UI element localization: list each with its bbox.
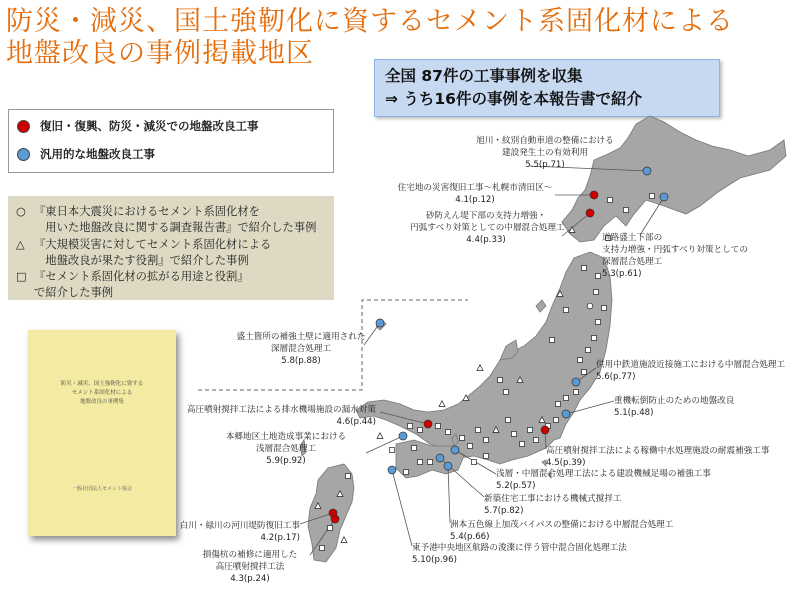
square-marker-icon xyxy=(468,444,473,449)
square-marker-icon xyxy=(412,446,417,451)
case-marker-c2 xyxy=(590,191,598,199)
sado-island-shape xyxy=(536,300,546,312)
reference-circle-text: 『東日本大震災におけるセメント系固化材を 用いた地盤改良に関する調査報告書』で紹介した事例 xyxy=(34,205,317,234)
square-marker-icon xyxy=(554,418,559,423)
case-label-c13: 洲本五色線上加茂バイパスの整備における中層混合処理工 5.4(p.66) xyxy=(450,520,674,542)
case-label-c5: 盛土箇所の補強土壁に適用された 深層混合処理工 5.8(p.88) xyxy=(236,332,366,366)
square-marker-icon xyxy=(504,390,509,395)
square-marker-icon xyxy=(320,546,325,551)
case-label-c9: 本郷地区土地造成事業における 浅層混合処理工 5.9(p.92) xyxy=(225,432,347,466)
summary-line-2: ⇒ うち16件の事例を本報告書で紹介 xyxy=(385,90,642,108)
square-marker-icon xyxy=(484,454,489,459)
square-marker-icon xyxy=(476,428,481,433)
square-marker-icon xyxy=(408,424,413,429)
case-label-c4: 道路盛土下部の 支持力増強・円弧すべり対策としての 深層混合処理工 5.3(p.61) xyxy=(602,233,748,279)
case-marker-c11 xyxy=(451,446,459,454)
case-marker-c8 xyxy=(424,420,432,428)
case-marker-c9 xyxy=(399,432,407,440)
square-marker-icon xyxy=(592,336,597,341)
case-label-c6: 供用中鉄道施設近接施工における中層混合処理工 5.6(p.77) xyxy=(596,360,786,382)
case-marker-c10 xyxy=(541,426,549,434)
case-marker-c6 xyxy=(572,378,580,386)
case-marker-c1 xyxy=(643,167,651,175)
case-label-c15: 白川・緑川の河川堤防復旧工事 4.2(p.17) xyxy=(179,521,300,543)
square-marker-icon xyxy=(506,418,511,423)
square-marker-icon xyxy=(460,436,465,441)
square-marker-icon xyxy=(564,308,569,313)
case-marker-c4 xyxy=(660,193,668,201)
triangle-marker-icon xyxy=(377,433,383,439)
case-marker-c7 xyxy=(562,410,570,418)
honshu-shape xyxy=(356,252,612,464)
open-triangle-icon: △ xyxy=(16,238,25,251)
square-marker-icon xyxy=(594,290,599,295)
square-marker-icon xyxy=(556,402,561,407)
title-line-2: 地盤改良の事例掲載地区 xyxy=(6,38,314,69)
triangle-marker-icon xyxy=(341,537,347,543)
square-marker-icon xyxy=(418,428,423,433)
reference-triangle-text: 『大規模災害に対してセメント系固化材による 地盤改良が果たす役割』で紹介した事例 xyxy=(34,238,272,267)
square-marker-icon xyxy=(586,348,591,353)
square-marker-icon xyxy=(602,306,607,311)
leader-line-c14 xyxy=(392,470,412,546)
case-label-c16: 損傷杭の補修に適用した 高圧噴射撹拌工法 4.3(p.24) xyxy=(202,550,298,584)
case-label-c11: 浅層・中層混合処理工法による建設機械足場の補強工事 5.2(p.57) xyxy=(496,469,711,491)
square-marker-icon xyxy=(550,338,555,343)
title-line-1: 防災・減災、国土強靭化に資するセメント系固化材による xyxy=(6,6,734,37)
case-label-c10: 高圧噴射撹拌工法による稼働中水処理施設の耐震補強工事 4.5(p.39) xyxy=(546,446,770,468)
case-label-c1: 旭川・紋別自動車道の整備における 建設発生土の有効利用 5.5(p.71) xyxy=(476,136,614,170)
square-marker-icon xyxy=(624,208,629,213)
square-marker-icon xyxy=(428,460,433,465)
square-marker-icon xyxy=(484,438,489,443)
square-marker-icon xyxy=(472,460,477,465)
square-marker-icon xyxy=(390,448,395,453)
square-marker-icon xyxy=(534,438,539,443)
square-marker-icon xyxy=(650,194,655,199)
square-marker-icon xyxy=(596,320,601,325)
report-cover-publisher: 一般社団法人セメント協会 xyxy=(71,486,132,492)
case-marker-c12 xyxy=(436,454,444,462)
case-label-c7: 重機転倒防止のための地盤改良 5.1(p.48) xyxy=(614,396,735,418)
reference-square-text: 『セメント系固化材の拡がる用途と役割』 で紹介した事例 xyxy=(34,270,249,299)
circle-marker-icon xyxy=(587,303,593,309)
triangle-marker-icon xyxy=(439,401,445,407)
case-label-c12: 新築住宅工事における機械式撹拌工 5.7(p.82) xyxy=(484,494,622,516)
leader-line-c13 xyxy=(448,466,450,523)
summary-line-1: 全国 87件の工事事例を収集 xyxy=(385,67,583,85)
case-label-c3: 砂防えん堤下部の支持力増強・ 円弧すべり対策としての中層混合処理工 4.4(p.33) xyxy=(410,211,565,245)
case-marker-c14 xyxy=(388,466,396,474)
case-label-c2: 住宅地の災害復旧工事～札幌市清田区～ 4.1(p.12) xyxy=(397,183,553,205)
case-label-c8: 高圧噴射撹拌工法による排水機場施設の漏水対策 4.6(p.44) xyxy=(186,405,376,427)
square-marker-icon xyxy=(578,358,583,363)
square-marker-icon xyxy=(404,470,409,475)
square-marker-icon xyxy=(564,396,569,401)
case-marker-c3 xyxy=(586,209,594,217)
square-marker-icon xyxy=(528,428,533,433)
square-marker-icon xyxy=(512,432,517,437)
square-marker-icon xyxy=(498,378,503,383)
square-marker-icon xyxy=(418,460,423,465)
square-marker-icon xyxy=(582,370,587,375)
square-marker-icon xyxy=(520,442,525,447)
triangle-marker-icon xyxy=(477,365,483,371)
legend-red-label: 復旧・復興、防災・減災での地盤改良工事 xyxy=(40,119,259,133)
case-label-c14: 東予港中央地区航路の浚渫に伴う管中混合固化処理工法 5.10(p.96) xyxy=(412,543,627,565)
square-marker-icon xyxy=(346,474,351,479)
case-marker-c5 xyxy=(376,319,384,327)
open-circle-icon: ○ xyxy=(16,205,26,218)
case-marker-c13 xyxy=(444,462,452,470)
open-square-icon: □ xyxy=(16,270,27,283)
square-marker-icon xyxy=(608,198,613,203)
square-marker-icon xyxy=(582,266,587,271)
square-marker-icon xyxy=(436,424,441,429)
report-cover-title: 防災・減災、国土強靭化に資する セメント系固化材による 地盤改良の事例集 xyxy=(60,381,144,405)
square-marker-icon xyxy=(574,390,579,395)
square-marker-icon xyxy=(328,526,333,531)
case-marker-c16 xyxy=(331,515,339,523)
square-marker-icon xyxy=(446,430,451,435)
square-marker-icon xyxy=(596,274,601,279)
legend-blue-label: 汎用的な地盤改良工事 xyxy=(40,147,155,161)
